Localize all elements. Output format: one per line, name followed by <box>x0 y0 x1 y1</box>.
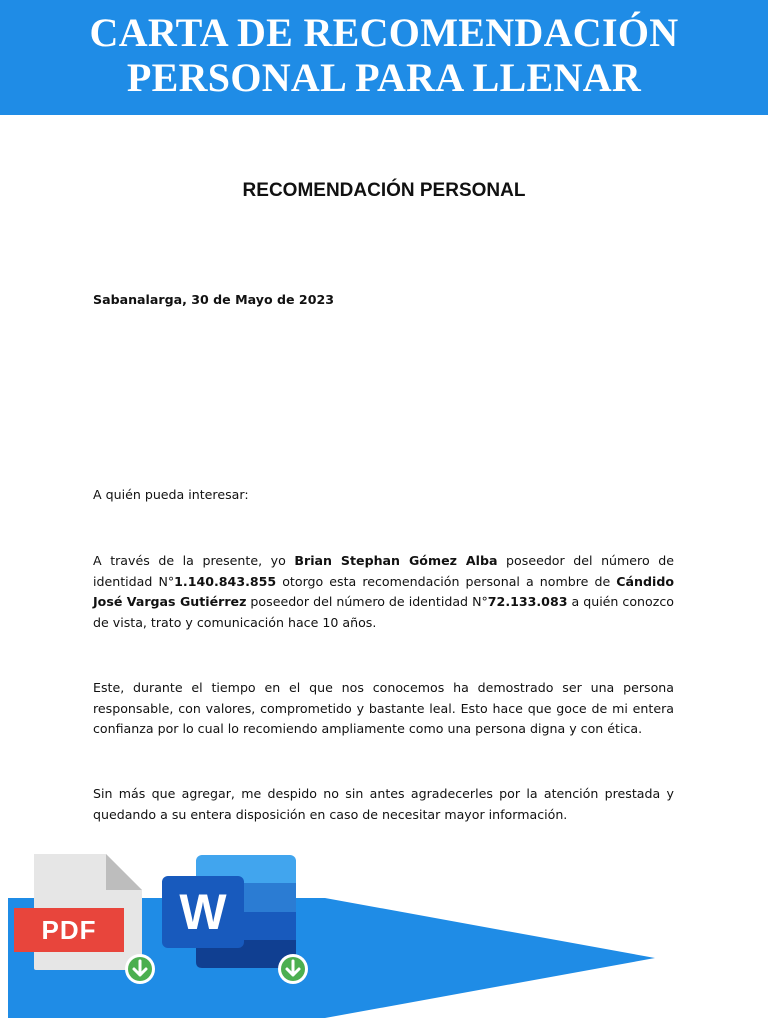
download-arrow-icon <box>125 954 155 984</box>
paragraph-character: Este, durante el tiempo en el que nos conocemos ha demostrado ser una persona responsable, con valores, comprometido y bastante leal. Esto hace que goce de mi entera confianza por lo cual lo recomiendo ampliamente como una persona digna y con ética. <box>93 680 674 737</box>
p1-text-e: a quién conozco de vista, trato y comunicación hace 10 años. <box>93 594 674 630</box>
recommender-name: Brian Stephan Gómez Alba <box>294 553 498 568</box>
banner-title-line-1: CARTA DE RECOMENDACIÓN <box>89 10 679 55</box>
word-letter: W <box>179 884 227 940</box>
p1-text-b: poseedor del número de identidad N° <box>93 553 674 589</box>
p1-text-c: otorgo esta recomendación personal a nombre de <box>276 573 617 589</box>
recommender-id: 1.140.843.855 <box>174 573 277 589</box>
banner-title-line-2: PERSONAL PARA LLENAR <box>126 55 642 100</box>
paragraph-introduction <box>93 551 674 633</box>
paragraph-closing: Sin más que agregar, me despido no sin antes agradecerles por la atención prestada y quedando a su entera disposición en caso de necesitar mayor información. <box>93 786 674 822</box>
recommended-id: 72.133.083 <box>487 594 568 610</box>
greeting: A quién pueda interesar: <box>93 487 249 502</box>
p1-text-a: A través de la presente, yo <box>93 553 295 568</box>
pdf-label: PDF <box>41 915 97 945</box>
p1-text-d: poseedor del número de identidad N° <box>246 594 488 610</box>
recommended-name: Cándido José Vargas Gutiérrez <box>93 573 674 610</box>
date-line: Sabanalarga, 30 de Mayo de 2023 <box>93 292 334 307</box>
document-title: RECOMENDACIÓN PERSONAL <box>242 180 526 201</box>
download-arrow-icon <box>278 954 308 984</box>
title-banner <box>0 0 768 115</box>
